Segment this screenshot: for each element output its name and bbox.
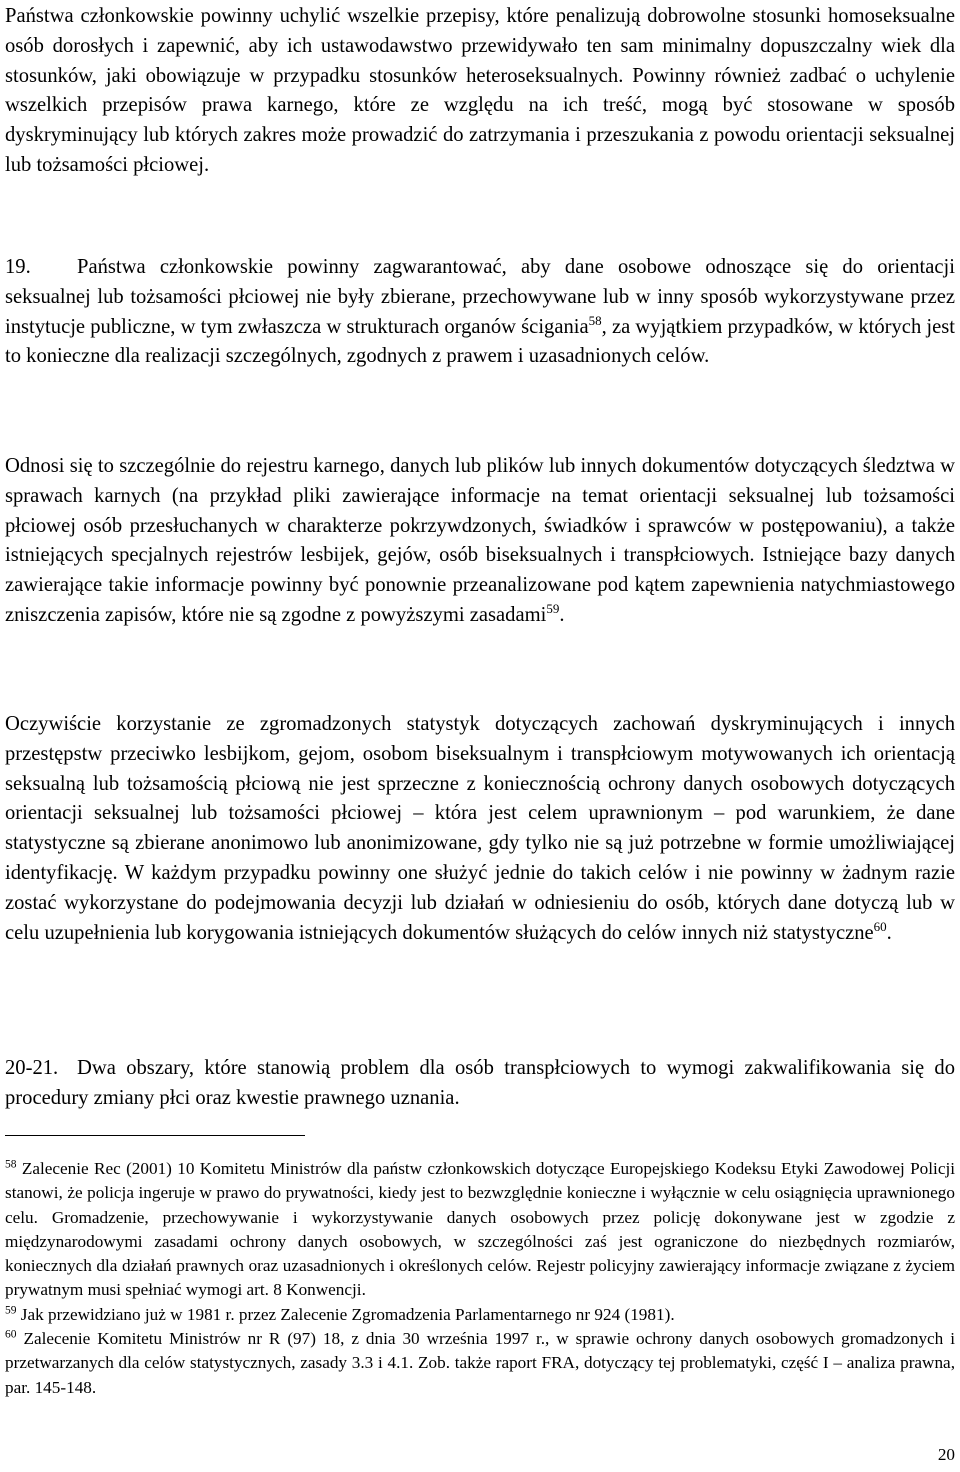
footnote-59-marker: 59 [5, 1304, 17, 1317]
footnote-ref-60[interactable]: 60 [873, 918, 887, 934]
page-number: 20 [937, 1445, 955, 1464]
paragraph-20-21-number: 20-21. [5, 1057, 59, 1079]
paragraph-oczywiscie [5, 710, 955, 948]
footnote-ref-59[interactable]: 59 [546, 601, 560, 617]
footnote-60-text: Zalecenie Komitetu Ministrów nr R (97) 18, z dnia 30 września 1997 r., w sprawie ochrony danych osobowych gromadzonych i przetwarzanych dla celów statystycznych, zasady 3.3 i 4.1. Zob. także raport FRA, dotyczący tej problematyki, część I – analiza prawna, par. 145-148. [5, 1329, 955, 1397]
footnote-60-marker: 60 [5, 1328, 17, 1341]
paragraph-19-text-a: Państwa członkowskie powinny zagwarantować, aby dane osobowe odnoszące się do orientacji seksualnej lub tożsamości płciowej nie były zbierane, przechowywane lub w inny sposób wykorzystywane przez instytucje publiczne, w tym zwłaszcza w strukturach organów ścigania [5, 256, 955, 338]
paragraph-20-21-text: Dwa obszary, które stanowią problem dla osób transpłciowych to wymogi zakwalifikowania się do procedury zmiany płci oraz kwestie prawnego uznania. [5, 1057, 955, 1109]
footnote-59-text: Jak przewidziano już w 1981 r. przez Zalecenie Zgromadzenia Parlamentarnego nr 924 (1981). [20, 1304, 675, 1324]
footnote-59 [5, 1303, 955, 1327]
paragraph-19-number: 19. [5, 256, 31, 278]
footnote-58-text: Zalecenie Rec (2001) 10 Komitetu Ministrów dla państw członkowskich dotyczące Europejskiego Kodeksu Etyki Zawodowej Policji stanowi, że policja ingeruje w prawo do prywatności, kiedy jest to bezwzględnie konieczne i wyłącznie w celu osiągnięcia uprawnionego celu. Gromadzenie, przechowywanie i wykorzystywanie danych osobowych przez policję dokonywane jest w zgodzie z międzynarodowymi zasadami ochrony danych osobowych, w szczególności zaś jest ograniczone do niezbędnych rozmiarów, koniecznych dla działań prawnych oraz uzasadnionych i określonych celów. Rejestr policyjny zawierający informacje związane z życiem prywatnym musi spełniać wymogi art. 8 Konwencji. [5, 1159, 955, 1300]
paragraph-odnosi-end: . [559, 603, 565, 626]
footnote-58-marker: 58 [5, 1158, 17, 1171]
paragraph-19-text-b: , za wyjątkiem przypadków, w których jest to konieczne dla realizacji szczególnych, zgodnych z prawem i uzasadnionych celów. [5, 315, 956, 368]
paragraph-20-21 [5, 1054, 955, 1114]
paragraph-odnosi-text: Odnosi się to szczególnie do rejestru karnego, danych lub plików lub innych dokumentów dotyczących śledztwa w sprawach karnych (na przykład pliki zawierające informacje na temat orientacji seksualnej lub tożsamości płciowej osób przesłuchanych w charakterze pokrzywdzonych, świadków i sprawców w postępowaniu), a także istniejących specjalnych rejestrów lesbijek, gejów, osób biseksualnych i transpłciowych. Istniejące bazy danych zawierające takie informacje powinny być ponownie przeanalizowane pod kątem zapewnienia natychmiastowego zniszczenia zapisów, które nie są zgodne z powyższymi zasadami [5, 455, 955, 626]
paragraph-odnosi [5, 452, 955, 631]
footnote-separator [5, 1135, 305, 1136]
footnote-58 [5, 1157, 955, 1303]
paragraph-intro-text: Państwa członkowskie powinny uchylić wszelkie przepisy, które penalizują dobrowolne stosunki homoseksualne osób dorosłych i zapewnić, aby ich ustawodawstwo przewidywało ten sam minimalny dopuszczalny wiek dla stosunków, jaki obowiązuje w przypadku stosunków heteroseksualnych. Powinny również zadbać o uchylenie wszelkich przepisów prawa karnego, które ze względu na ich treść, mogą być stosowane w sposób dyskryminujący lub których zakres może prowadzić do zatrzymania i przeszukania z powodu orientacji seksualnej lub tożsamości płciowej. [5, 5, 955, 176]
footnote-ref-58[interactable]: 58 [588, 312, 602, 328]
footnote-60 [5, 1327, 955, 1400]
paragraph-intro [5, 2, 955, 181]
footnotes [5, 1157, 955, 1400]
paragraph-oczywiscie-text: Oczywiście korzystanie ze zgromadzonych statystyk dotyczących zachowań dyskryminujących i innych przestępstw przeciwko lesbijkom, gejom, osobom biseksualnym i transpłciowym motywowanych ich orientacją seksualną lub tożsamością płciową nie jest sprzeczne z koniecznością ochrony danych osobowych dotyczących orientacji seksualnej lub tożsamości płciowej – która jest celem uprawnionym – pod warunkiem, że dane statystyczne są zbierane anonimowo lub anonimizowane, gdy tylko nie są już potrzebne w formie umożliwiającej identyfikację. W każdym przypadku powinny one służyć jednie do takich celów i nie powinny w żadnym razie zostać wykorzystane do podejmowania decyzji lub działań w odniesieniu do osób, których dane dotyczą lub w celu uzupełnienia lub korygowania istniejących dokumentów służących do celów innych niż statystyczne [5, 713, 955, 944]
paragraph-19 [5, 253, 955, 372]
paragraph-oczywiscie-end: . [886, 921, 892, 944]
